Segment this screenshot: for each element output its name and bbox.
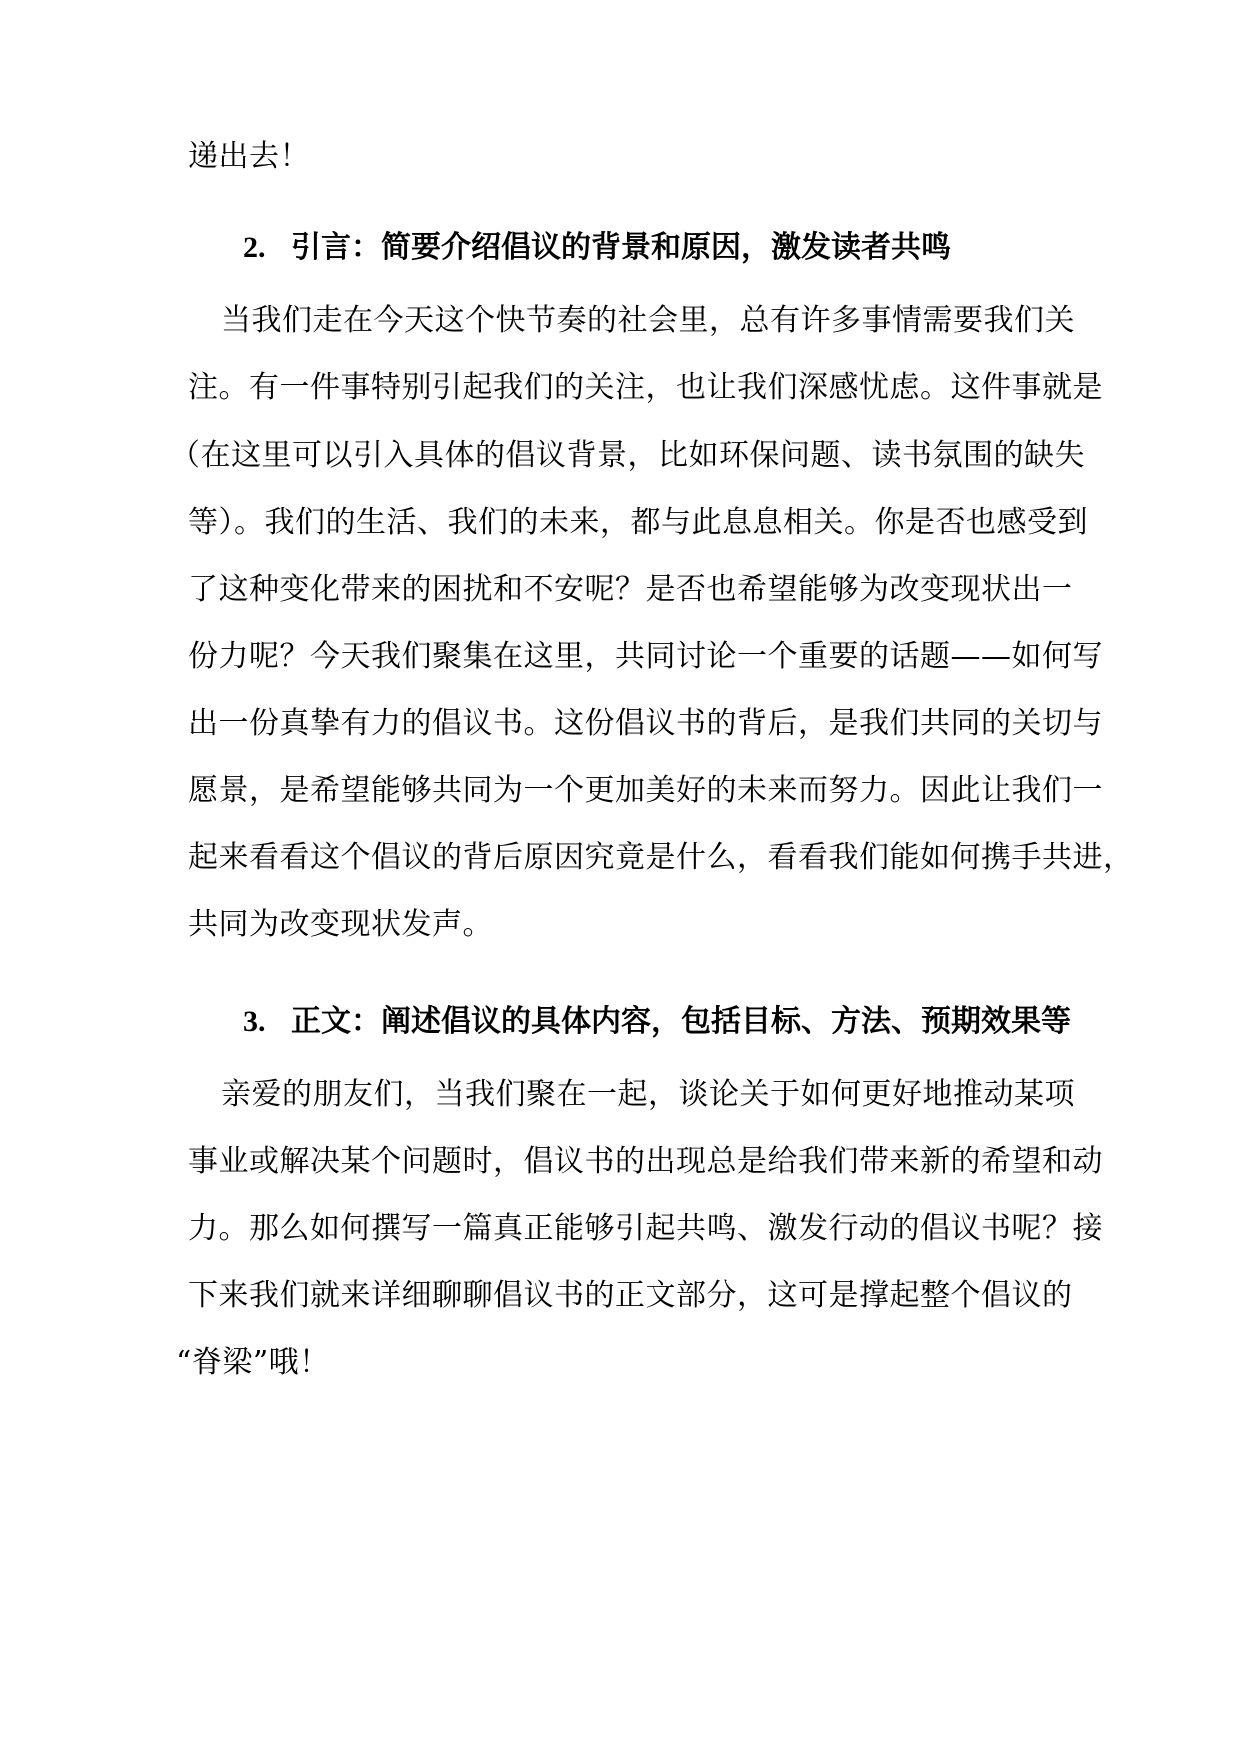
- section-2-line: 当我们走在今天这个快节奏的社会里，总有许多事情需要我们关: [221, 303, 1075, 338]
- section-3-line: 力。那么如何撰写一篇真正能够引起共鸣、激发行动的倡议书呢？接: [188, 1211, 1103, 1246]
- section-2-line: 愿景，是希望能够共同为一个更加美好的未来而努力。因此让我们一: [188, 773, 1103, 808]
- section-2-line: 出一份真挚有力的倡议书。这份倡议书的背后，是我们共同的关切与: [188, 706, 1103, 741]
- section-3-line: 亲爱的朋友们，当我们聚在一起，谈论关于如何更好地推动某项: [221, 1077, 1075, 1112]
- section-2-line: 注。有一件事特别引起我们的关注，也让我们深感忧虑。这件事就是: [188, 370, 1103, 405]
- section-3-title: 正文：阐述倡议的具体内容，包括目标、方法、预期效果等: [291, 1004, 1071, 1039]
- section-2-heading: [243, 228, 951, 268]
- section-2-line: （在这里可以引入具体的倡议背景，比如环保问题、读书氛围的缺失: [170, 438, 1085, 473]
- section-3-line: “脊梁”哦！: [176, 1345, 330, 1380]
- section-2-line: 份力呢？今天我们聚集在这里，共同讨论一个重要的话题——如何写: [188, 639, 1103, 674]
- section-2-number: 2.: [243, 231, 266, 264]
- section-3-line: 下来我们就来详细聊聊倡议书的正文部分，这可是撑起整个倡议的: [188, 1278, 1073, 1313]
- section-3-heading: [243, 1002, 1071, 1042]
- section-2-line: 等）。我们的生活、我们的未来，都与此息息相关。你是否也感受到: [188, 505, 1088, 540]
- intro-tail-line: 递出去！: [188, 139, 310, 174]
- section-2-line: 起来看看这个倡议的背后原因究竟是什么，看看我们能如何携手共进，: [188, 840, 1134, 875]
- section-3-line: 事业或解决某个问题时，倡议书的出现总是给我们带来新的希望和动: [188, 1144, 1103, 1179]
- section-2-line: 共同为改变现状发声。: [188, 907, 493, 942]
- section-2-line: 了这种变化带来的困扰和不安呢？是否也希望能够为改变现状出一: [188, 572, 1073, 607]
- section-2-title: 引言：简要介绍倡议的背景和原因，激发读者共鸣: [291, 230, 951, 265]
- section-3-number: 3.: [243, 1005, 266, 1038]
